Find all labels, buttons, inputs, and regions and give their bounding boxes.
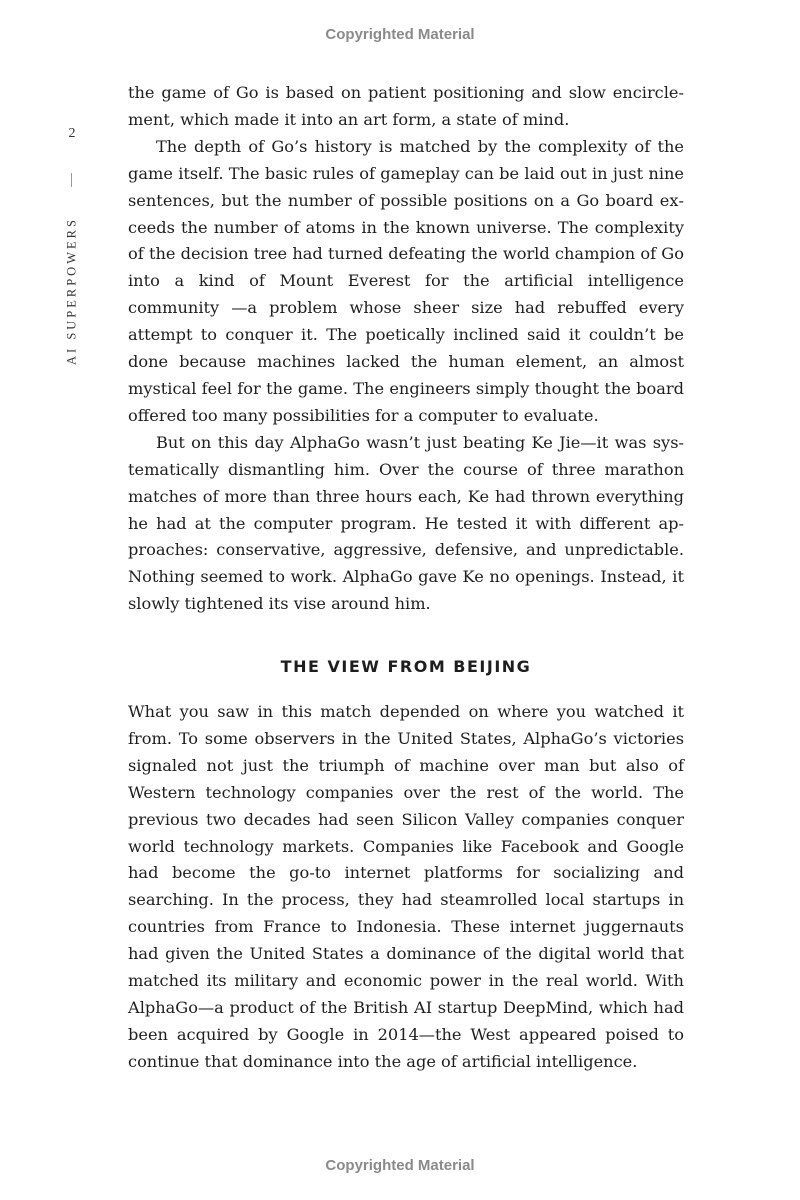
paragraph-continued: the game of Go is based on patient positioning and slow encirclement, which made it into an art form, a state of mind. xyxy=(128,83,684,129)
body-text xyxy=(128,80,684,618)
paragraph: But on this day AlphaGo wasn’t just beating Ke Jie—it was systematically dismantling him. Over the course of three marathon matches of more than three hours each, Ke had thrown everything he had at the computer program. He tested it with different approaches: conservative, aggressive, defensive, and unpredictable. Nothing seemed to work. AlphaGo gave Ke no openings. Instead, it slowly tightened its vise around him. xyxy=(128,432,684,614)
page-number: 2 xyxy=(68,126,76,141)
margin-divider xyxy=(71,173,72,187)
copyright-watermark-top: Copyrighted Material xyxy=(325,26,475,43)
running-head xyxy=(57,205,87,365)
section-text xyxy=(128,699,684,1076)
copyright-watermark-bottom: Copyrighted Material xyxy=(325,1157,475,1174)
paragraph: The depth of Go’s history is matched by the complexity of the game itself. The basic rules of gameplay can be laid out in just nine sentences, but the number of possible positions on a Go board exceeds the number of atoms in the known universe. The complexity of the decision tree had turned defeating the world champion of Go into a kind of Mount Everest for the artificial intelligence community —a problem whose sheer size had rebuffed every attempt to conquer it. The poetically inclined said it couldn’t be done because machines lacked the human element, an almost mystical feel for the game. The engineers simply thought the board offered too many possibilities for a computer to evaluate. xyxy=(128,136,684,425)
section-heading: THE VIEW FROM BEIJING xyxy=(280,657,532,676)
paragraph: What you saw in this match depended on where you watched it from. To some observers in the United States, AlphaGo’s victories signaled not just the triumph of machine over man but also of Western technology companies over the rest of the world. The previous two decades had seen Silicon Valley companies conquer world technology markets. Companies like Facebook and Google had become the go-to internet platforms for socializing and searching. In the process, they had steamrolled local startups in countries from France to Indonesia. These internet juggernauts had given the United States a dominance of the digital world that matched its military and economic power in the real world. With AlphaGo—a product of the British AI startup DeepMind, which had been acquired by Google in 2014—the West appeared poised to continue that dominance into the age of artificial intelligence. xyxy=(128,702,684,1071)
running-head-title: AI SUPERPOWERS xyxy=(64,217,79,365)
